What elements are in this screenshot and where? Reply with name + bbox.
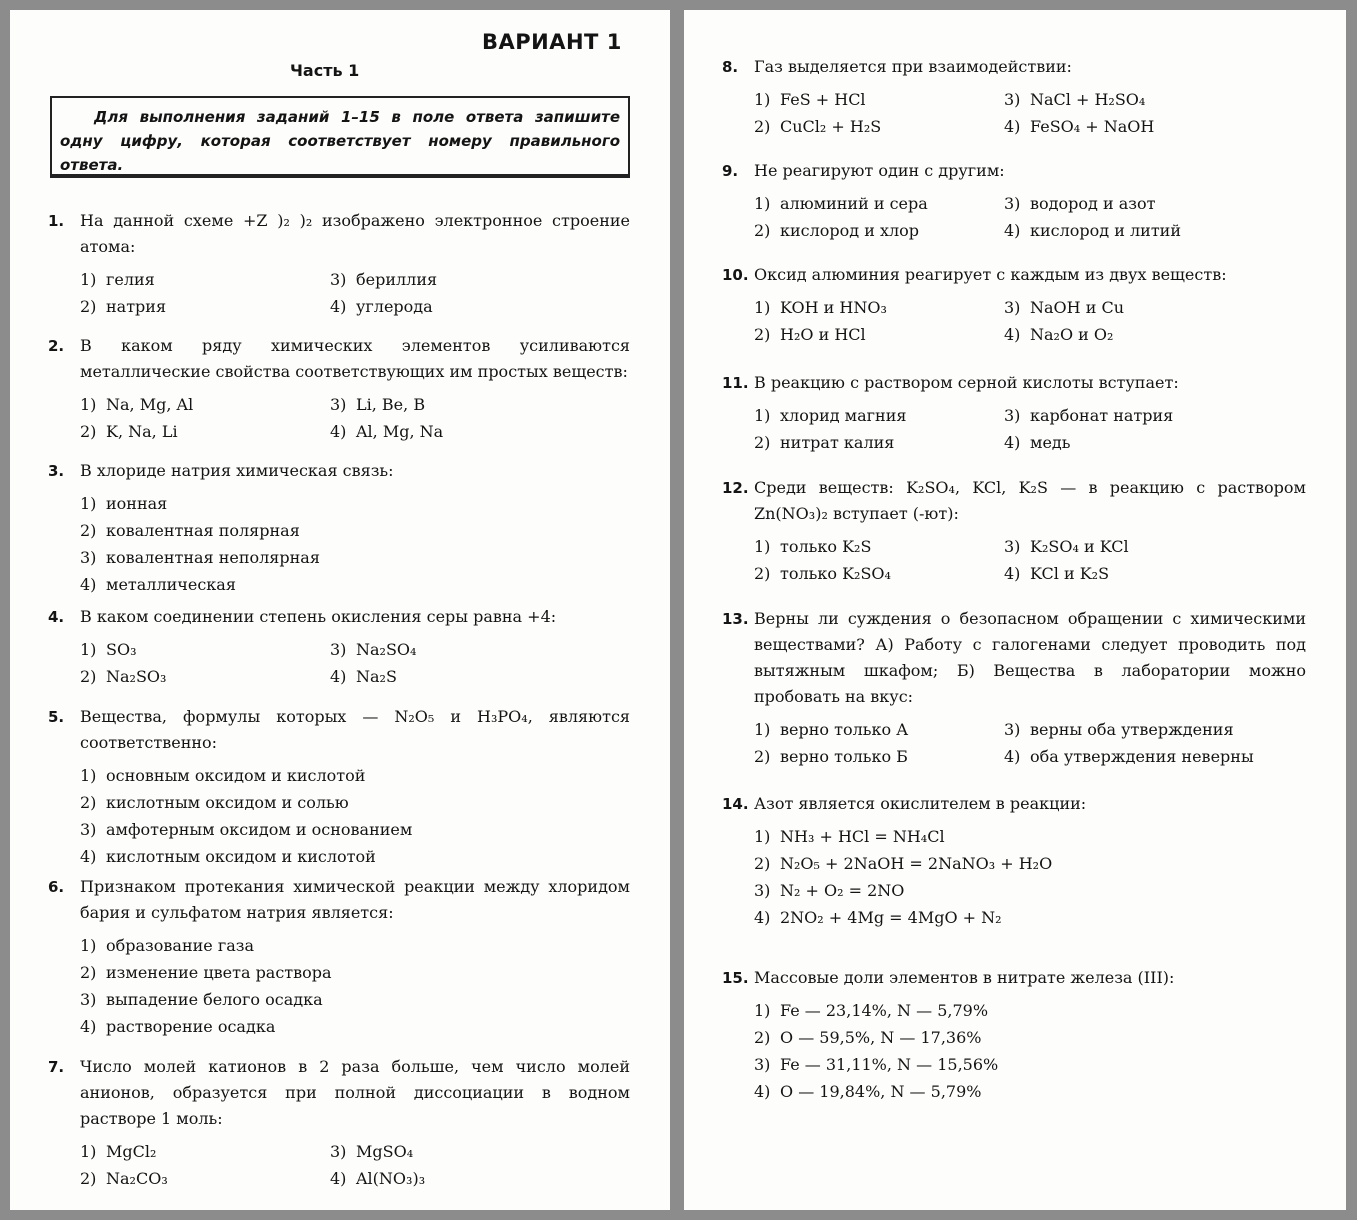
answer-options [754,294,1306,348]
option-number: 3) [1004,537,1021,556]
answer-option [754,877,1306,904]
question-number: 8. [722,58,739,76]
question-number: 6. [48,878,65,896]
option-text: нитрат калия [780,433,895,452]
answer-option [80,959,630,986]
option-text: Al, Mg, Na [356,422,444,441]
option-number: 4) [330,297,347,316]
answer-option [80,932,630,959]
answer-option [330,266,630,293]
option-number: 2) [754,564,771,583]
answer-option [754,823,1306,850]
option-text: гелия [106,270,155,289]
option-text: изменение цвета раствора [106,963,332,982]
option-number: 3) [1004,298,1021,317]
option-number: 4) [1004,221,1021,240]
answer-option [1004,321,1306,348]
answer-options [754,402,1306,456]
answer-option [1004,533,1306,560]
answer-option [80,391,320,418]
option-number: 4) [330,667,347,686]
answer-option [754,190,994,217]
option-text: амфотерным оксидом и основанием [106,820,413,839]
answer-option [1004,560,1306,587]
option-text: Na, Mg, Al [106,395,194,414]
option-text: K, Na, Li [106,422,178,441]
answer-option [1004,294,1306,321]
option-text: NaOH и Cu [1030,298,1124,317]
option-text: металлическая [106,575,236,594]
option-number: 4) [80,1017,97,1036]
option-text: ковалентная полярная [106,521,300,540]
instructions-box: Для выполнения заданий 1–15 в поле ответа запишите одну цифру, которая соответствует номеру правильного ответа. [50,96,630,178]
answer-option [754,402,994,429]
option-number: 2) [754,325,771,344]
answer-option [80,1165,320,1192]
answer-options [80,490,630,598]
option-text: O — 59,5%, N — 17,36% [780,1028,982,1047]
question-number: 14. [722,795,749,813]
question-number: 9. [722,162,739,180]
question-number: 2. [48,337,65,355]
option-number: 2) [754,433,771,452]
answer-option [80,418,320,445]
option-number: 1) [754,827,771,846]
option-number: 2) [754,854,771,873]
answer-option [80,266,320,293]
answer-option [754,113,994,140]
answer-option [80,663,320,690]
option-number: 2) [80,1169,97,1188]
answer-option [80,1013,630,1040]
option-text: только K₂S [780,537,872,556]
question-number: 4. [48,608,65,626]
question-1 [48,208,630,320]
question-text: Среди веществ: K₂SO₄, KCl, K₂S — в реакцию с раствором Zn(NO₃)₂ вступает (-ют): [754,478,1306,523]
option-number: 4) [1004,564,1021,583]
answer-options [754,86,1306,140]
question-3 [48,458,630,598]
answer-option [80,571,630,598]
option-number: 3) [1004,194,1021,213]
question-14 [722,791,1306,931]
option-text: Na₂CO₃ [106,1169,168,1188]
option-number: 1) [80,270,97,289]
answer-option [754,321,994,348]
question-text: В каком соединении степень окисления серы равна +4: [80,607,557,626]
option-text: ковалентная неполярная [106,548,320,567]
option-number: 3) [80,990,97,1009]
option-text: CuCl₂ + H₂S [780,117,882,136]
answer-option [330,636,630,663]
option-number: 1) [754,406,771,425]
option-number: 3) [80,548,97,567]
option-text: Na₂O и O₂ [1030,325,1114,344]
option-text: верно только А [780,720,909,739]
option-text: N₂ + O₂ = 2NO [780,881,905,900]
answer-option [754,1078,1306,1105]
option-text: кислород и литий [1030,221,1181,240]
option-number: 4) [754,908,771,927]
answer-options [754,533,1306,587]
option-text: Na₂S [356,667,397,686]
answer-option [80,762,630,789]
option-number: 3) [80,820,97,839]
answer-option [754,86,994,113]
question-text: Признаком протекания химической реакции между хлоридом бария и сульфатом натрия является: [80,877,630,922]
question-text: Не реагируют один с другим: [754,161,1005,180]
option-number: 1) [754,720,771,739]
option-text: растворение осадка [106,1017,276,1036]
option-text: медь [1030,433,1071,452]
question-4 [48,604,630,690]
option-number: 1) [80,395,97,414]
option-text: KCl и K₂S [1030,564,1110,583]
option-number: 3) [330,640,347,659]
question-6 [48,874,630,1040]
answer-options [754,823,1306,931]
answer-options [80,932,630,1040]
variant-title: ВАРИАНТ 1 [482,30,622,54]
question-13 [722,606,1306,770]
answer-option [330,1165,630,1192]
option-number: 1) [80,766,97,785]
answer-option [80,293,320,320]
option-text: только K₂SO₄ [780,564,891,583]
answer-option [80,636,320,663]
answer-options [80,762,630,870]
option-number: 3) [754,1055,771,1074]
option-number: 1) [754,298,771,317]
answer-options [754,190,1306,244]
option-number: 1) [80,1142,97,1161]
question-11 [722,370,1306,456]
question-text: Азот является окислителем в реакции: [754,794,1087,813]
answer-option [1004,402,1306,429]
answer-options [80,636,630,690]
option-text: Al(NO₃)₃ [356,1169,426,1188]
question-text: Вещества, формулы которых — N₂O₅ и H₃PO₄, являются соответственно: [80,707,630,752]
option-number: 1) [754,194,771,213]
answer-option [754,850,1306,877]
answer-option [80,490,630,517]
question-number: 10. [722,266,749,284]
option-text: MgCl₂ [106,1142,157,1161]
answer-option [754,429,994,456]
question-number: 5. [48,708,65,726]
answer-option [1004,716,1306,743]
option-text: Fe — 31,11%, N — 15,56% [780,1055,999,1074]
question-text: В реакцию с раствором серной кислоты вступает: [754,373,1179,392]
option-number: 3) [1004,720,1021,739]
option-text: алюминий и сера [780,194,928,213]
answer-option [80,816,630,843]
answer-option [80,843,630,870]
option-text: оба утверждения неверны [1030,747,1254,766]
option-text: бериллия [356,270,438,289]
option-text: выпадение белого осадка [106,990,323,1009]
option-text: водород и азот [1030,194,1156,213]
option-text: ионная [106,494,168,513]
option-number: 4) [80,847,97,866]
answer-option [80,1138,320,1165]
option-text: Li, Be, B [356,395,426,414]
option-text: карбонат натрия [1030,406,1174,425]
option-text: NH₃ + HCl = NH₄Cl [780,827,945,846]
option-number: 2) [754,747,771,766]
option-number: 1) [754,537,771,556]
question-12 [722,475,1306,587]
answer-option [1004,429,1306,456]
option-number: 1) [754,1001,771,1020]
answer-option [80,517,630,544]
option-text: FeSO₄ + NaOH [1030,117,1155,136]
option-number: 4) [330,1169,347,1188]
option-text: NaCl + H₂SO₄ [1030,90,1146,109]
answer-options [80,1138,630,1192]
option-text: натрия [106,297,167,316]
page-right [684,10,1346,1210]
question-number: 1. [48,212,65,230]
option-number: 2) [754,221,771,240]
option-text: основным оксидом и кислотой [106,766,366,785]
answer-option [754,716,994,743]
option-number: 2) [80,667,97,686]
option-text: KOH и HNO₃ [780,298,887,317]
answer-option [1004,190,1306,217]
option-number: 1) [80,936,97,955]
answer-option [754,560,994,587]
answer-option [330,663,630,690]
option-text: N₂O₅ + 2NaOH = 2NaNO₃ + H₂O [780,854,1053,873]
answer-option [754,533,994,560]
option-number: 4) [1004,747,1021,766]
question-8 [722,54,1306,140]
answer-options [80,266,630,320]
option-number: 4) [754,1082,771,1101]
question-text: Газ выделяется при взаимодействии: [754,57,1072,76]
option-number: 2) [80,963,97,982]
question-number: 12. [722,479,749,497]
option-text: 2NO₂ + 4Mg = 4MgO + N₂ [780,908,1002,927]
option-text: кислотным оксидом и солью [106,793,349,812]
option-number: 4) [80,575,97,594]
question-number: 15. [722,969,749,987]
option-text: хлорид магния [780,406,907,425]
answer-option [754,904,1306,931]
option-number: 2) [80,521,97,540]
question-15 [722,965,1306,1105]
answer-option [754,217,994,244]
question-9 [722,158,1306,244]
question-text: В каком ряду химических элементов усиливаются металлические свойства соответствующих им простых веществ: [80,336,630,381]
option-text: кислотным оксидом и кислотой [106,847,376,866]
option-text: Fe — 23,14%, N — 5,79% [780,1001,989,1020]
question-text: Массовые доли элементов в нитрате железа (III): [754,968,1175,987]
option-text: FeS + HCl [780,90,866,109]
option-text: H₂O и HCl [780,325,866,344]
option-text: верно только Б [780,747,908,766]
option-number: 3) [1004,406,1021,425]
question-text: На данной схеме +Z )₂ )₂ изображено электронное строение атома: [80,211,630,256]
option-number: 2) [80,297,97,316]
answer-option [754,1024,1306,1051]
answer-options [80,391,630,445]
answer-option [330,391,630,418]
option-text: Na₂SO₃ [106,667,167,686]
option-text: Na₂SO₄ [356,640,417,659]
answer-option [754,1051,1306,1078]
answer-option [1004,743,1306,770]
answer-option [1004,113,1306,140]
question-2 [48,333,630,445]
option-number: 2) [80,793,97,812]
option-text: образование газа [106,936,255,955]
question-7 [48,1054,630,1192]
option-text: углерода [356,297,433,316]
option-number: 3) [754,881,771,900]
part-title: Часть 1 [290,61,360,80]
question-5 [48,704,630,870]
option-number: 4) [1004,433,1021,452]
option-number: 2) [80,422,97,441]
page-left [10,10,670,1210]
option-number: 4) [1004,117,1021,136]
option-number: 3) [330,395,347,414]
question-number: 11. [722,374,749,392]
option-number: 4) [1004,325,1021,344]
answer-option [80,544,630,571]
answer-option [330,1138,630,1165]
option-text: O — 19,84%, N — 5,79% [780,1082,982,1101]
option-number: 3) [1004,90,1021,109]
option-number: 1) [754,90,771,109]
option-number: 1) [80,494,97,513]
answer-option [754,997,1306,1024]
answer-option [1004,217,1306,244]
answer-options [754,716,1306,770]
answer-option [80,986,630,1013]
option-text: кислород и хлор [780,221,920,240]
option-text: K₂SO₄ и KCl [1030,537,1129,556]
question-number: 13. [722,610,749,628]
question-number: 7. [48,1058,65,1076]
question-number: 3. [48,462,65,480]
option-text: верны оба утверждения [1030,720,1234,739]
option-number: 2) [754,117,771,136]
option-text: SO₃ [106,640,137,659]
option-number: 1) [80,640,97,659]
answer-option [330,293,630,320]
question-10 [722,262,1306,348]
answer-option [330,418,630,445]
option-number: 3) [330,270,347,289]
question-text: В хлориде натрия химическая связь: [80,461,394,480]
option-number: 3) [330,1142,347,1161]
answer-option [754,294,994,321]
question-text: Число молей катионов в 2 раза больше, чем число молей анионов, образуется при полной диссоциации в водном растворе 1 моль: [80,1057,630,1128]
option-text: MgSO₄ [356,1142,414,1161]
answer-option [1004,86,1306,113]
question-text: Оксид алюминия реагирует с каждым из двух веществ: [754,265,1227,284]
question-text: Верны ли суждения о безопасном обращении с химическими веществами? А) Работу с галогенами следует проводить под вытяжным шкафом; Б) Вещества в лаборатории можно пробовать на вкус: [754,609,1306,706]
answer-option [80,789,630,816]
answer-options [754,997,1306,1105]
option-number: 2) [754,1028,771,1047]
answer-option [754,743,994,770]
option-number: 4) [330,422,347,441]
